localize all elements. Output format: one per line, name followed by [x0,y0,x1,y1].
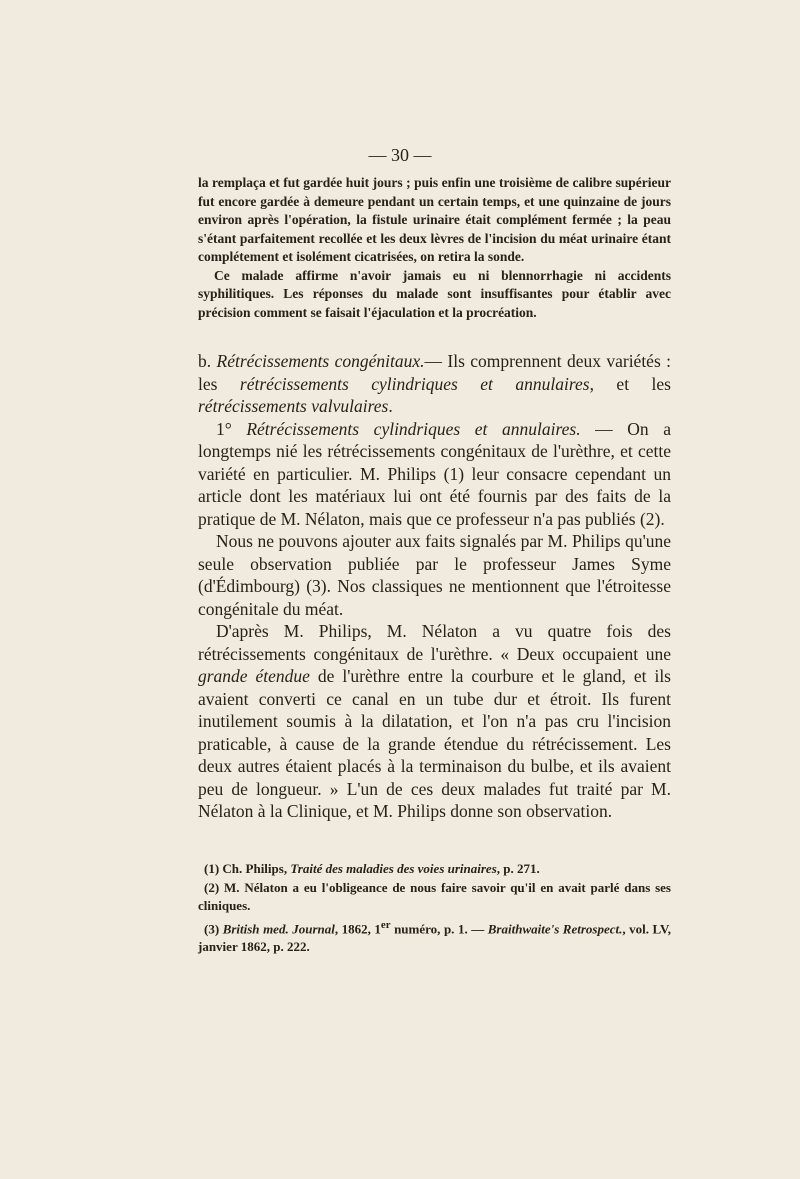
fn3-text-2: , 1862, 1 [334,920,381,936]
footnote-3 [198,916,671,957]
type-cylindrical: rétrécissements cylindriques et annulaires [239,373,590,394]
section-1-text: — On a longtemps nié les rétrécissements congénitaux de l'urèthre, et cette variété en particulier. M. Philips (1) leur consacre cependant un article dont les matériaux lui ont été fournis par des faits de la pratique de M. Nélaton, mais que ce professeur n'a pas publiés (2). [198,418,672,529]
page-number: — 30 — [368,145,432,165]
dapres-text-1: D'après M. Philips, M. Nélaton a vu quatre fois des rétrécissements congénitaux de l'urèthre. « Deux occupaient une [198,621,671,664]
fn3-text-3: numéro, p. 1. — [390,920,488,936]
section-1-prefix: 1° [216,418,247,439]
section-b-prefix: b. [198,351,217,371]
section-b-title: Rétrécissements congénitaux. [216,351,425,371]
section-b-text-3: . [388,396,393,416]
fn3-journal: British med. Journal [222,920,335,936]
case-paragraph-1: la remplaça et fut gardée huit jours ; puis enfin une troisième de calibre supérieur fut encore gardée à demeure pendant un certain temps, et une quinzaine de jours environ après l'opération, la fistule urinaire était complément fermée ; la peau s'étant parfaitement recollée et les deux lèvres de l'incision du méat urinaire étant complétement et isolément cicatrisées, on retira la sonde. [198,175,671,264]
footnotes [198,860,671,957]
dapres-text-2: de l'urèthre entre la courbure et le gland, et ils avaient converti ce canal en un tube dur et étroit. Ils furent inutilement soumis à la dilatation, et l'on n'a pas cru l'incision praticable, à cause de la grande étendue du rétrécissement. Les deux autres étaient placés à la terminaison du bulbe, et ils avaient peu de longueur. » L'un de ces deux malades fut traité par M. Nélaton à la Clinique, et M. Philips donne son observation. [198,666,671,821]
section-b-text-2: , et les [589,373,671,394]
fn3-superscript: er [380,918,391,931]
fn3-retrospect: Braithwaite's Retrospect. [487,920,623,936]
case-report-end [198,174,671,322]
paragraph-dapres [198,620,671,823]
section-b-paragraph [198,350,671,418]
section-1-paragraph [198,418,671,531]
main-text [198,350,671,823]
type-valvular: rétrécissements valvulaires [198,396,389,416]
fn1-text-2: , p. 271. [496,861,540,876]
case-paragraph-2: Ce malade affirme n'avoir jamais eu ni blennorrhagie ni accidents syphilitiques. Les réponses du malade sont insuffisantes pour établir avec précision comment se faisait l'éjaculation et la procréation. [198,267,671,320]
fn1-title: Traité des maladies des voies urinaires [290,861,497,876]
fn1-text-1: (1) Ch. Philips, [204,861,291,876]
section-1-title: Rétrécissements cylindriques et annulaires. [246,418,581,439]
section-b-text-1: — Ils comprennent deux variétés : les [198,351,671,394]
fn3-text-1: (3) [204,920,223,936]
footnote-1 [198,860,671,879]
dapres-emphasis: grande étendue [198,666,310,686]
paragraph-nous: Nous ne pouvons ajouter aux faits signalés par M. Philips qu'une seule observation publiée par le professeur James Syme (d'Édimbourg) (3). Nos classiques ne mentionnent que l'étroitesse congénitale du méat. [198,531,671,619]
fn3-text-4: , vol. LV, janvier 1862, p. 222. [198,920,671,955]
footnote-2: (2) M. Nélaton a eu l'obligeance de nous faire savoir qu'il en avait parlé dans ses cliniques. [198,879,671,913]
